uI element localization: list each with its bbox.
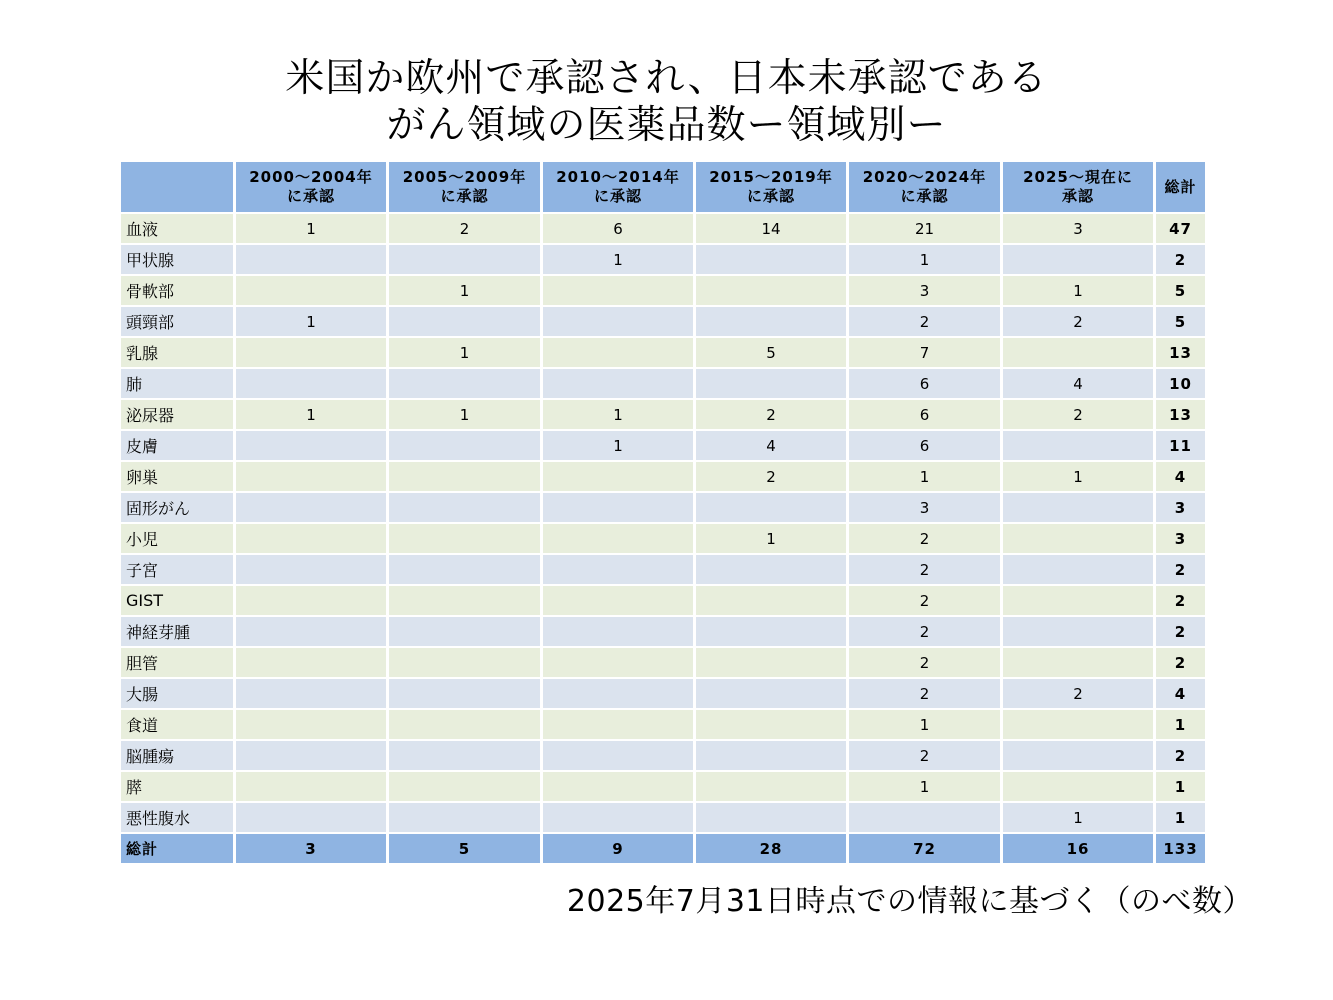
grand-total-cell: 133 (1156, 834, 1205, 863)
column-header-line2: に承認 (746, 187, 795, 205)
table-cell (1003, 524, 1153, 553)
row-total-cell: 13 (1156, 338, 1205, 367)
column-header-total: 総計 (1156, 162, 1205, 212)
table-cell (696, 555, 846, 584)
table-cell (543, 307, 693, 336)
table-cell (696, 307, 846, 336)
table-cell (696, 586, 846, 615)
table-row (121, 276, 1205, 305)
table-cell: 1 (543, 431, 693, 460)
table-cell: 21 (849, 214, 1000, 243)
row-label: 食道 (121, 710, 233, 739)
table-cell: 7 (849, 338, 1000, 367)
totals-cell: 28 (696, 834, 846, 863)
table-cell (389, 648, 540, 677)
table-cell: 1 (1003, 276, 1153, 305)
row-total-cell: 10 (1156, 369, 1205, 398)
table-cell: 2 (849, 617, 1000, 646)
table-cell: 1 (543, 400, 693, 429)
table-cell: 1 (236, 214, 386, 243)
row-total-cell: 3 (1156, 524, 1205, 553)
row-total-cell: 3 (1156, 493, 1205, 522)
table-cell (1003, 710, 1153, 739)
totals-cell: 72 (849, 834, 1000, 863)
table-cell: 2 (696, 462, 846, 491)
row-total-cell: 1 (1156, 710, 1205, 739)
row-label: 悪性腹水 (121, 803, 233, 832)
row-label: 甲状腺 (121, 245, 233, 274)
column-header (389, 162, 540, 212)
table-cell: 1 (389, 338, 540, 367)
table-cell (543, 741, 693, 770)
column-header-line1: 2015～2019年 (709, 168, 833, 186)
table-cell (389, 493, 540, 522)
table-cell (389, 369, 540, 398)
table-cell (1003, 586, 1153, 615)
row-total-cell: 2 (1156, 245, 1205, 274)
table-cell (389, 586, 540, 615)
table-row (121, 245, 1205, 274)
table-cell: 2 (849, 679, 1000, 708)
table-cell (1003, 245, 1153, 274)
table-cell: 14 (696, 214, 846, 243)
table-cell (543, 803, 693, 832)
table-cell (696, 710, 846, 739)
row-label: 血液 (121, 214, 233, 243)
column-header-line1: 2020～2024年 (862, 168, 987, 186)
table-cell (696, 803, 846, 832)
table-row (121, 710, 1205, 739)
column-header-line1: 2005～2009年 (402, 168, 527, 186)
table-cell (389, 524, 540, 553)
table-cell (236, 741, 386, 770)
table-cell: 1 (389, 276, 540, 305)
table-cell (236, 679, 386, 708)
column-header (236, 162, 386, 212)
table-cell (696, 245, 846, 274)
row-label: 卵巣 (121, 462, 233, 491)
table-row (121, 648, 1205, 677)
table-cell (696, 679, 846, 708)
table-cell (389, 617, 540, 646)
table-cell (696, 493, 846, 522)
table-row (121, 555, 1205, 584)
table-cell (696, 369, 846, 398)
table-cell (543, 586, 693, 615)
row-label: 大腸 (121, 679, 233, 708)
table-cell: 6 (849, 431, 1000, 460)
table-cell (543, 276, 693, 305)
row-label: 骨軟部 (121, 276, 233, 305)
table-cell: 3 (1003, 214, 1153, 243)
column-header-line2: に承認 (593, 187, 642, 205)
table-cell (389, 679, 540, 708)
table-cell: 2 (849, 555, 1000, 584)
table-cell: 3 (849, 493, 1000, 522)
totals-cell: 3 (236, 834, 386, 863)
table-cell (389, 431, 540, 460)
row-total-cell: 4 (1156, 462, 1205, 491)
table-cell (236, 493, 386, 522)
table-cell (236, 462, 386, 491)
table-row (121, 400, 1205, 429)
row-label: 膵 (121, 772, 233, 801)
column-header (543, 162, 693, 212)
table-cell (696, 772, 846, 801)
table-cell: 1 (389, 400, 540, 429)
row-total-cell: 4 (1156, 679, 1205, 708)
table-row (121, 338, 1205, 367)
table-body (121, 214, 1205, 832)
column-header-line2: に承認 (286, 187, 335, 205)
table-cell (543, 555, 693, 584)
table-cell: 1 (1003, 462, 1153, 491)
table-cell (543, 338, 693, 367)
table-cell: 1 (849, 772, 1000, 801)
table-cell (389, 803, 540, 832)
table-cell: 2 (849, 741, 1000, 770)
table-cell (1003, 493, 1153, 522)
column-header-line1: 2000～2004年 (249, 168, 373, 186)
table-cell (389, 307, 540, 336)
row-label: 神経芽腫 (121, 617, 233, 646)
table-cell (389, 710, 540, 739)
table-cell (236, 431, 386, 460)
table-cell: 2 (696, 400, 846, 429)
table-cell (236, 245, 386, 274)
table-cell: 6 (849, 369, 1000, 398)
column-header-line2: 承認 (1061, 187, 1094, 205)
table-cell (543, 369, 693, 398)
row-label: 皮膚 (121, 431, 233, 460)
table-cell (1003, 617, 1153, 646)
table-cell: 1 (236, 307, 386, 336)
table-row (121, 803, 1205, 832)
row-total-cell: 2 (1156, 648, 1205, 677)
table-cell: 2 (849, 524, 1000, 553)
table-cell: 5 (696, 338, 846, 367)
table-cell (236, 648, 386, 677)
table-cell: 1 (1003, 803, 1153, 832)
row-label: 脳腫瘍 (121, 741, 233, 770)
table-cell (696, 741, 846, 770)
totals-label: 総計 (121, 834, 233, 863)
totals-row (121, 834, 1205, 863)
row-label: 子宮 (121, 555, 233, 584)
table-cell (1003, 555, 1153, 584)
header-row (121, 162, 1205, 212)
table-cell (696, 617, 846, 646)
table-row (121, 772, 1205, 801)
table-cell: 2 (1003, 307, 1153, 336)
table-cell (236, 710, 386, 739)
table-cell (236, 586, 386, 615)
footnote: 2025年7月31日時点での情報に基づく（のべ数） (566, 884, 1253, 919)
table-cell (389, 772, 540, 801)
table-cell (1003, 648, 1153, 677)
column-header-line1: 2025～現在に (1023, 168, 1133, 186)
row-label: 胆管 (121, 648, 233, 677)
row-label: 泌尿器 (121, 400, 233, 429)
column-header (696, 162, 846, 212)
header-corner (121, 162, 233, 212)
row-total-cell: 47 (1156, 214, 1205, 243)
row-label: 頭頸部 (121, 307, 233, 336)
column-header-line1: 2010～2014年 (556, 168, 680, 186)
data-table (118, 160, 1208, 865)
table-cell (696, 648, 846, 677)
table-cell (389, 245, 540, 274)
table-cell: 3 (849, 276, 1000, 305)
table-cell: 2 (849, 586, 1000, 615)
table-cell: 1 (236, 400, 386, 429)
column-header (1003, 162, 1153, 212)
row-total-cell: 5 (1156, 307, 1205, 336)
table-row (121, 369, 1205, 398)
table-cell (1003, 772, 1153, 801)
column-header-line2: に承認 (440, 187, 489, 205)
row-total-cell: 5 (1156, 276, 1205, 305)
table-cell (236, 338, 386, 367)
table-cell (543, 710, 693, 739)
table-cell: 1 (849, 462, 1000, 491)
row-total-cell: 2 (1156, 617, 1205, 646)
row-total-cell: 13 (1156, 400, 1205, 429)
table-cell: 2 (849, 648, 1000, 677)
table-cell: 2 (389, 214, 540, 243)
title-line-1: 米国か欧州で承認され、日本未承認である (285, 56, 1048, 101)
table-cell (236, 369, 386, 398)
row-total-cell: 1 (1156, 772, 1205, 801)
row-label: 肺 (121, 369, 233, 398)
table-cell (389, 462, 540, 491)
table-cell (389, 741, 540, 770)
table-cell: 4 (696, 431, 846, 460)
totals-cell: 9 (543, 834, 693, 863)
title-line-2: がん領域の医薬品数ー領域別ー (386, 103, 947, 148)
table-row (121, 679, 1205, 708)
table-row (121, 586, 1205, 615)
table-cell: 6 (543, 214, 693, 243)
row-total-cell: 1 (1156, 803, 1205, 832)
column-header-line2: に承認 (900, 187, 949, 205)
table-cell (543, 617, 693, 646)
table-cell (696, 276, 846, 305)
table-cell: 2 (849, 307, 1000, 336)
row-label: 乳腺 (121, 338, 233, 367)
table-cell (389, 555, 540, 584)
table-cell (1003, 431, 1153, 460)
table-row (121, 214, 1205, 243)
table-cell (236, 803, 386, 832)
totals-cell: 5 (389, 834, 540, 863)
table-cell (543, 493, 693, 522)
table-cell (236, 276, 386, 305)
row-total-cell: 11 (1156, 431, 1205, 460)
table-row (121, 431, 1205, 460)
table-cell: 6 (849, 400, 1000, 429)
table-cell: 2 (1003, 679, 1153, 708)
table-cell (1003, 338, 1153, 367)
table-cell (543, 679, 693, 708)
table-cell (849, 803, 1000, 832)
table-cell (236, 617, 386, 646)
row-label: GIST (121, 586, 233, 615)
table-row (121, 307, 1205, 336)
totals-cell: 16 (1003, 834, 1153, 863)
table-cell: 1 (696, 524, 846, 553)
table-cell: 1 (849, 245, 1000, 274)
table-cell (543, 772, 693, 801)
row-label: 固形がん (121, 493, 233, 522)
table-cell: 1 (543, 245, 693, 274)
table-cell: 4 (1003, 369, 1153, 398)
table-cell: 2 (1003, 400, 1153, 429)
table-cell (236, 555, 386, 584)
row-total-cell: 2 (1156, 741, 1205, 770)
table-row (121, 524, 1205, 553)
table-cell (236, 524, 386, 553)
table-cell (1003, 741, 1153, 770)
table-cell (543, 648, 693, 677)
row-label: 小児 (121, 524, 233, 553)
table-row (121, 462, 1205, 491)
row-total-cell: 2 (1156, 586, 1205, 615)
row-total-cell: 2 (1156, 555, 1205, 584)
table-cell (236, 772, 386, 801)
table-row (121, 617, 1205, 646)
table-row (121, 741, 1205, 770)
table-cell: 1 (849, 710, 1000, 739)
table-cell (543, 524, 693, 553)
table-cell (543, 462, 693, 491)
table-row (121, 493, 1205, 522)
column-header (849, 162, 1000, 212)
